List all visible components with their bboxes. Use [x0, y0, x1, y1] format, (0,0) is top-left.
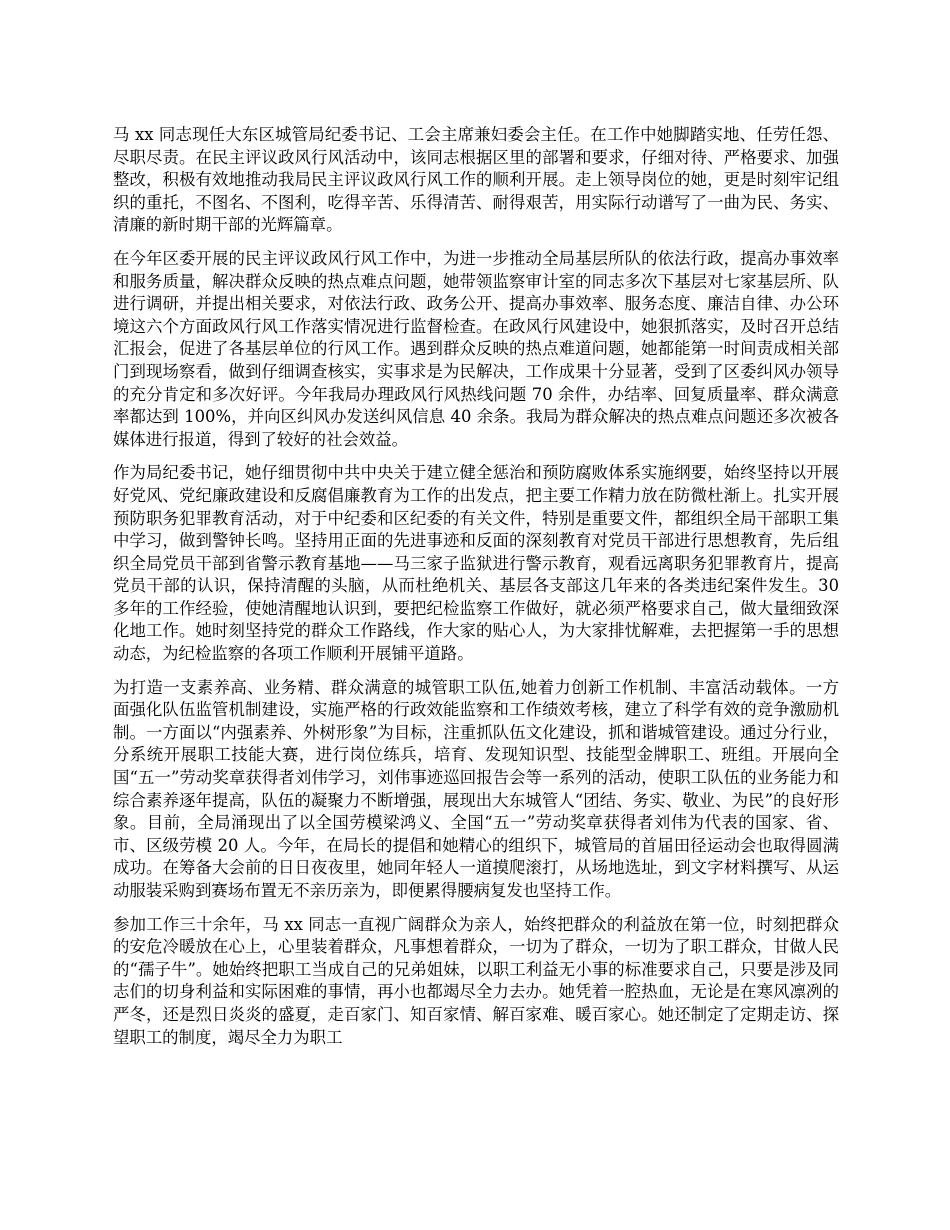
paragraph-2: 在今年区委开展的民主评议政风行风工作中，为进一步推动全局基层所队的依法行政，提高办事效率和服务质量，解决群众反映的热点难点问题，她带领监察审计室的同志多次下基层对七家基层所、队进行调研，并提出相关要求，对依法行政、政务公开、提高办事效率、服务态度、廉洁自律、办公环境这六个方面政风行风工作落实情况进行监督检查。在政风行风建设中，她狠抓落实，及时召开总结汇报会，促进了各基层单位的行风工作。遇到群众反映的热点难道问题，她都能第一时间责成相关部门到现场察看，做到仔细调查核实，实事求是为民解决，工作成果十分显著，受到了区委纠风办领导的充分肯定和多次好评。今年我局办理政风行风热线问题 70 余件，办结率、回复质量率、群众满意率都达到 100%，并向区纠风办发送纠风信息 40 余条。我局为群众解决的热点难点问题还多次被各媒体进行报道，得到了较好的社会效益。 [113, 248, 839, 449]
paragraph-5: 参加工作三十余年，马 xx 同志一直视广阔群众为亲人，始终把群众的利益放在第一位，时刻把群众的安危冷暖放在心上，心里装着群众，凡事想着群众，一切为了群众，一切为了职工群众，甘做人民的“孺子牛”。她始终把职工当成自己的兄弟姐妹，以职工利益无小事的标准要求自己，只要是涉及同志们的切身利益和实际困难的事情，再小也都竭尽全力去办。她凭着一腔热血，无论是在寒风凛冽的严冬，还是烈日炎炎的盛夏，走百家门、知百家情、解百家难、暖百家心。她还制定了定期走访、探望职工的制度，竭尽全力为职工 [113, 914, 839, 1047]
paragraph-4: 为打造一支素养高、业务精、群众满意的城管职工队伍,她着力创新工作机制、丰富活动载体。一方面强化队伍监管机制建设，实施严格的行政效能监察和工作绩效考核，建立了科学有效的竞争激励机制。一方面以“内强素养、外树形象”为目标，注重抓队伍文化建设，抓和谐城管建设。通过分行业，分系统开展职工技能大赛，进行岗位练兵，培育、发现知识型、技能型金牌职工、班组。开展向全国“五一”劳动奖章获得者刘伟学习，刘伟事迹巡回报告会等一系列的活动，使职工队伍的业务能力和综合素养逐年提高，队伍的凝聚力不断增强，展现出大东城管人“团结、务实、敬业、为民”的良好形象。目前，全局涌现出了以全国劳模梁鸿义、全国“五一”劳动奖章获得者刘伟为代表的国家、省、市、区级劳模 20 人。今年，在局长的提倡和她精心的组织下，城管局的首届田径运动会也取得圆满成功。在筹备大会前的日日夜夜里，她同年轻人一道摸爬滚打，从场地选址，到文字材料撰写、从运动服装采购到赛场布置无不亲历亲为，即便累得腰病复发也坚持工作。 [113, 677, 839, 900]
paragraph-1: 马 xx 同志现任大东区城管局纪委书记、工会主席兼妇委会主任。在工作中她脚踏实地、任劳任怨、尽职尽责。在民主评议政风行风活动中，该同志根据区里的部署和要求，仔细对待、严格要求、加强整改，积极有效地推动我局民主评议政风行风工作的顺利开展。走上领导岗位的她，更是时刻牢记组织的重托，不图名、不图利，吃得辛苦、乐得清苦、耐得艰苦，用实际行动谱写了一曲为民、务实、清廉的新时期干部的光辉篇章。 [113, 125, 839, 235]
paragraph-3: 作为局纪委书记，她仔细贯彻中共中央关于建立健全惩治和预防腐败体系实施纲要，始终坚持以开展好党风、党纪廉政建设和反腐倡廉教育为工作的出发点，把主要工作精力放在防微杜渐上。扎实开展预防职务犯罪教育活动，对于中纪委和区纪委的有关文件，特别是重要文件，都组织全局干部职工集中学习，做到警钟长鸣。坚持用正面的先进事迹和反面的深刻教育对党员干部进行思想教育，先后组织全局党员干部到省警示教育基地——马三家子监狱进行警示教育，观看远离职务犯罪教育片，提高党员干部的认识，保持清醒的头脑，从而杜绝机关、基层各支部这几年来的各类违纪案件发生。30 多年的工作经验，使她清醒地认识到，要把纪检监察工作做好，就必须严格要求自己，做大量细致深化地工作。她时刻坚持党的群众工作路线，作大家的贴心人，为大家排忧解难，去把握第一手的思想动态，为纪检监察的各项工作顺利开展铺平道路。 [113, 463, 839, 664]
document-body [113, 124, 839, 1060]
